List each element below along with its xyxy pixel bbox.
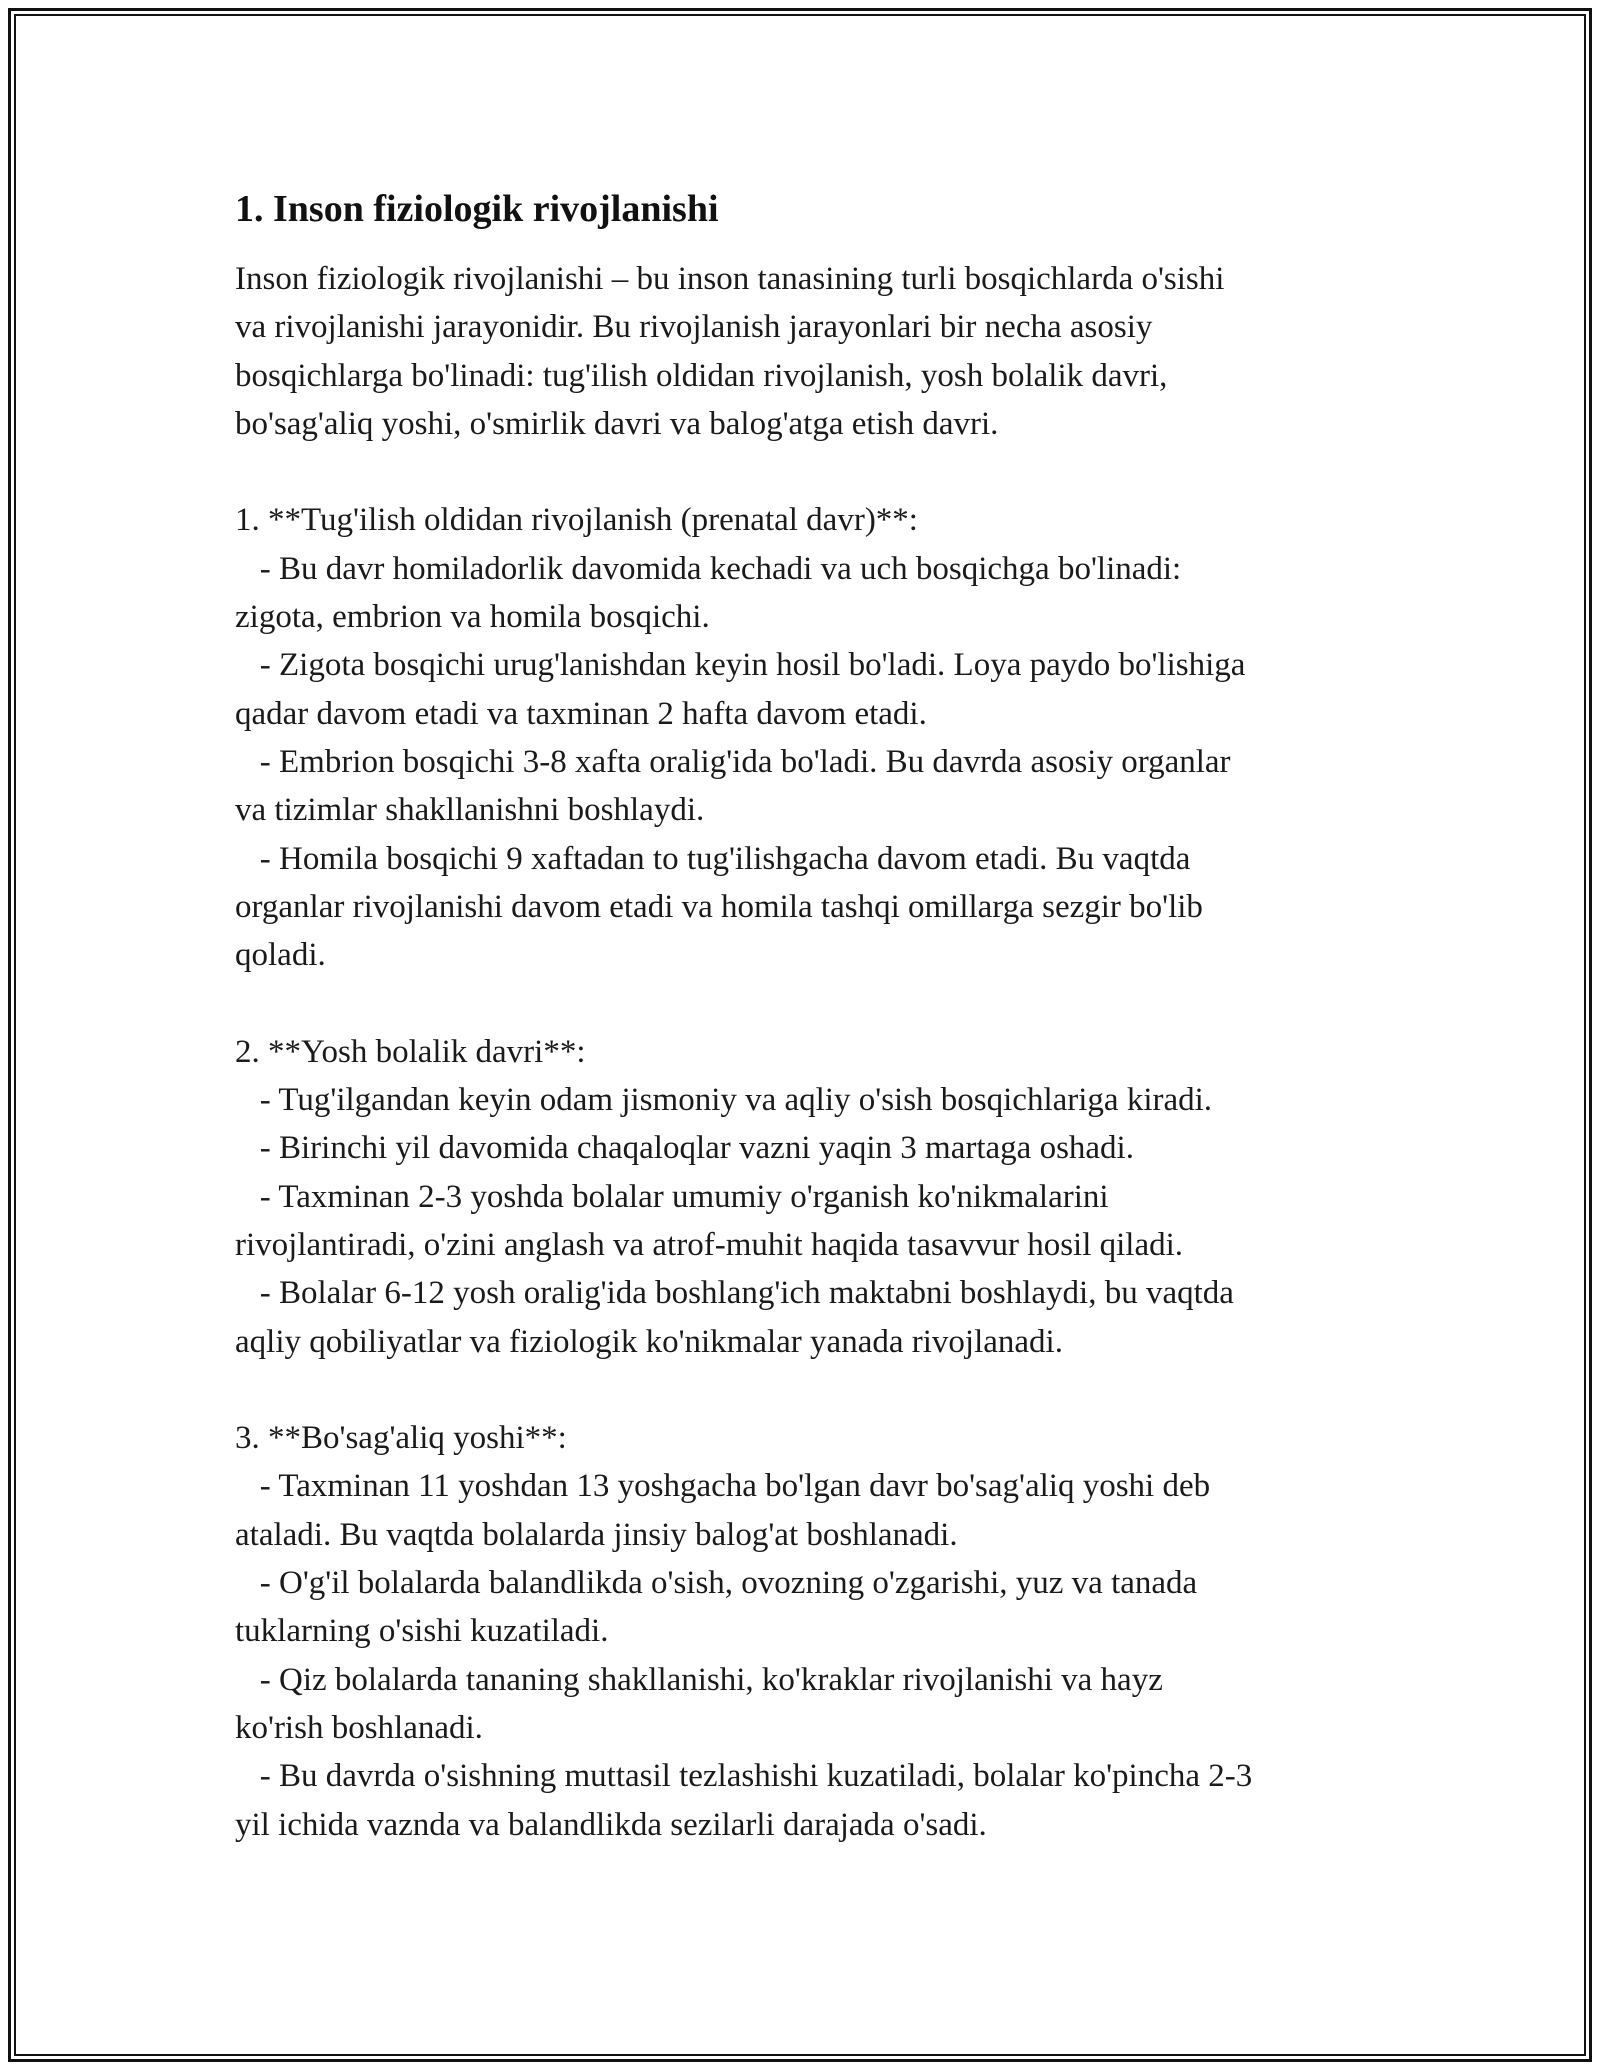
document-body — [235, 185, 1385, 1849]
text-line: yil ichida vaznda va balandlikda sezilarli darajada o'sadi. — [235, 1806, 987, 1843]
text-line: ataladi. Bu vaqtda bolalarda jinsiy balog'at boshlanadi. — [235, 1516, 958, 1553]
text-line: - Tug'ilgandan keyin odam jismoniy va aqliy o'sish bosqichlariga kiradi. — [235, 1082, 1213, 1119]
text-line: - Birinchi yil davomida chaqaloqlar vazni yaqin 3 martaga oshadi. — [235, 1130, 1134, 1167]
page-title: 1. Inson fiziologik rivojlanishi — [235, 188, 719, 230]
text-line: - Zigota bosqichi urug'lanishdan keyin hosil bo'ladi. Loya paydo bo'lishiga — [235, 647, 1246, 684]
text-line: rivojlantiradi, o'zini anglash va atrof-muhit haqida tasavvur hosil qiladi. — [235, 1226, 1184, 1263]
blank-line — [235, 448, 1385, 496]
text-line: va rivojlanishi jarayonidir. Bu rivojlanish jarayonlari bir necha asosiy — [235, 309, 1153, 346]
text-block — [235, 255, 1385, 1849]
text-line: - Embrion bosqichi 3-8 xafta oralig'ida bo'ladi. Bu davrda asosiy organlar — [235, 743, 1231, 780]
text-line: tuklarning o'sishi kuzatiladi. — [235, 1613, 609, 1650]
text-line: va tizimlar shakllanishni boshlaydi. — [235, 792, 705, 829]
text-line: qadar davom etadi va taxminan 2 hafta davom etadi. — [235, 695, 927, 732]
text-line: - Qiz bolalarda tananing shakllanishi, ko'kraklar rivojlanishi va hayz — [235, 1661, 1163, 1698]
text-line: - Homila bosqichi 9 xaftadan to tug'ilishgacha davom etadi. Bu vaqtda — [235, 840, 1191, 877]
text-line: - O'g'il bolalarda balandlikda o'sish, ovozning o'zgarishi, yuz va tanada — [235, 1565, 1198, 1602]
text-line: - Bu davr homiladorlik davomida kechadi va uch bosqichga bo'linadi: — [235, 550, 1182, 587]
blank-line — [235, 1366, 1385, 1414]
text-line: organlar rivojlanishi davom etadi va homila tashqi omillarga sezgir bo'lib — [235, 888, 1203, 925]
text-line: - Taxminan 11 yoshdan 13 yoshgacha bo'lgan davr bo'sag'aliq yoshi deb — [235, 1468, 1211, 1505]
blank-line — [235, 979, 1385, 1027]
text-line: 2. **Yosh bolalik davri**: — [235, 1033, 586, 1070]
text-line: - Taxminan 2-3 yoshda bolalar umumiy o'rganish ko'nikmalarini — [235, 1178, 1109, 1215]
text-line: bo'sag'aliq yoshi, o'smirlik davri va balog'atga etish davri. — [235, 405, 999, 442]
text-line: Inson fiziologik rivojlanishi – bu inson tanasining turli bosqichlarda o'sishi — [235, 261, 1225, 297]
text-line: 1. **Tug'ilish oldidan rivojlanish (prenatal davr)**: — [235, 502, 918, 539]
text-line: bosqichlarga bo'linadi: tug'ilish oldidan rivojlanish, yosh bolalik davri, — [235, 357, 1168, 394]
text-line: - Bu davrda o'sishning muttasil tezlashishi kuzatiladi, bolalar ko'pincha 2-3 — [235, 1758, 1253, 1795]
text-line: zigota, embrion va homila bosqichi. — [235, 599, 710, 636]
text-line: ko'rish boshlanadi. — [235, 1709, 483, 1746]
text-line: 3. **Bo'sag'aliq yoshi**: — [235, 1420, 567, 1457]
text-line: aqliy qobiliyatlar va fiziologik ko'nikmalar yanada rivojlanadi. — [235, 1323, 1063, 1360]
text-line: qoladi. — [235, 937, 326, 974]
text-line: - Bolalar 6-12 yosh oralig'ida boshlang'ich maktabni boshlaydi, bu vaqtda — [235, 1275, 1234, 1312]
